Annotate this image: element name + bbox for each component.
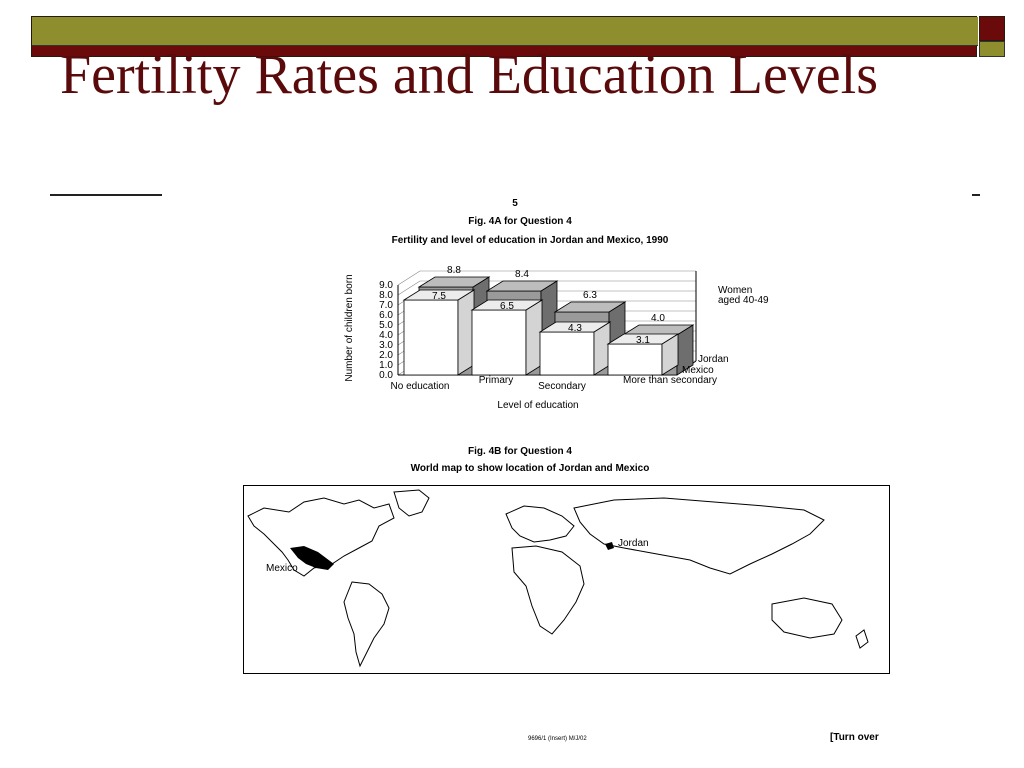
turn-over-text: [Turn over [830,732,879,743]
bar-mexico-1-side [526,300,542,375]
south-america-outline [344,582,389,666]
label-jordan-3: 4.0 [651,313,665,324]
jordan-label: Jordan [618,538,649,549]
category-label-3: More than secondary [623,375,717,386]
y-tick-label-4: 4.0 [379,330,393,341]
label-mexico-0: 7.5 [432,291,446,302]
bar-mexico-0-front [404,300,458,375]
annotation-line-2: aged 40-49 [718,295,769,306]
jordan-shape [605,542,614,550]
label-jordan-1: 8.4 [515,269,529,280]
y-tick-label-2: 2.0 [379,350,393,361]
mexico-label: Mexico [266,563,298,574]
fig-4a-title: Fig. 4A for Question 4 [468,216,572,227]
footer-code: 9696/1 (Insert) M/J/02 [528,736,587,742]
bar-mexico-1-front [472,310,526,375]
y-axis-title: Number of children born [344,274,355,382]
new-zealand-outline [856,630,868,648]
world-map [243,485,890,674]
asia-outline [574,498,824,574]
corner-square-red [979,16,1005,41]
label-jordan-2: 6.3 [583,290,597,301]
category-label-2: Secondary [538,381,586,392]
world-map-outline [244,486,889,673]
series-label-mexico: Mexico [682,365,714,376]
title-underline-right [972,194,980,196]
title-bar-olive-band [32,17,978,46]
series-label-jordan: Jordan [698,354,729,365]
y-tick-label-8: 8.0 [379,290,393,301]
y-tick-label-0: 0.0 [379,370,393,381]
y-tick-label-5: 5.0 [379,320,393,331]
greenland-outline [394,490,429,516]
label-jordan-0: 8.8 [447,265,461,276]
y-tick-label-7: 7.0 [379,300,393,311]
y-tick-label-1: 1.0 [379,360,393,371]
category-label-0: No education [390,381,450,392]
bar-mexico-2-front [540,332,594,375]
label-mexico-1: 6.5 [500,301,514,312]
page-number: 5 [512,198,518,209]
fig-4a-subtitle: Fertility and level of education in Jordan and Mexico, 1990 [391,235,669,246]
category-label-1: Primary [478,375,514,386]
title-underline-left [50,194,162,196]
fig-4b-title: Fig. 4B for Question 4 [468,446,572,457]
europe-outline [506,506,574,542]
corner-square-olive [979,41,1005,57]
x-axis-title: Level of education [497,400,579,411]
fig-4b-subtitle: World map to show location of Jordan and Mexico [410,463,650,474]
y-tick-label-6: 6.0 [379,310,393,321]
fertility-education-chart [330,250,800,420]
y-tick-label-3: 3.0 [379,340,393,351]
bar-mexico-3-front [608,344,662,375]
africa-outline [512,546,584,634]
annotation-line-1: Women [718,285,753,296]
australia-outline [772,598,842,638]
label-mexico-2: 4.3 [568,323,582,334]
slide-title: Fertility Rates and Education Levels [60,44,879,106]
label-mexico-3: 3.1 [636,335,650,346]
y-tick-label-9: 9.0 [379,280,393,291]
